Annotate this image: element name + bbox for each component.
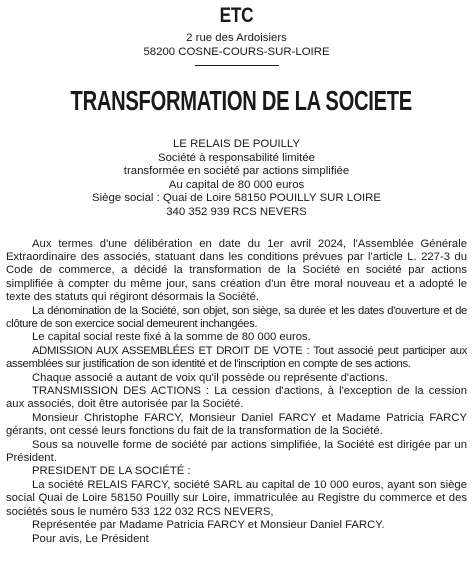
company-capital: Au capital de 80 000 euros [168,178,305,191]
issuer-address-line1: 2 rue des Ardoisiers [186,32,287,44]
notice-title: TRANSFORMATION DE LA SOCIETE [70,85,412,116]
paragraph-unchanged: La dénomination de la Société, son objet, son siège, sa durée et les dates d'ouverture et de clôture de son exercice social demeurent inchangées. [6,304,467,330]
paragraph-president-company: La société RELAIS FARCY, société SARL au capital de 10 000 euros, ayant son siège social Quai de Loire 58150 Pouilly sur Loire, immatriculée au Registre du commerce et des sociétés sous le numéro 533 122 032 RCS NEVERS, [6,478,467,518]
paragraph-signature: Pour avis, Le Président [32,532,149,545]
divider-rule [195,65,279,66]
paragraph-president-rule: Sous sa nouvelle forme de société par actions simplifiée, la Société est dirigée par un Président. [6,438,467,465]
company-seat: Siège social : Quai de Loire 58150 POUILLY SUR LOIRE [92,192,381,205]
issuer-address-line2: 58200 COSNE-COURS-SUR-LOIRE [143,46,330,58]
paragraph-admission: ADMISSION AUX ASSEMBLÉES ET DROIT DE VOTE : Tout associé peut participer aux assemblées sur justification de son identité et de l'inscription en compte de ses actions. [6,344,467,371]
paragraph-managers: Monsieur Christophe FARCY, Monsieur Daniel FARCY et Madame Patricia FARCY gérants, ont cessé leurs fonctions du fait de la transformation de la Société. [6,411,467,438]
company-block [6,138,467,220]
company-form: Société à responsabilité limitée [157,151,316,164]
issuer-name: ETC [219,4,254,27]
paragraph-capital: Le capital social reste fixé à la somme de 80 000 euros. [32,331,311,344]
paragraph-president-heading: PRESIDENT DE LA SOCIÉTÉ : [32,465,191,478]
company-name: LE RELAIS DE POUILLY [172,138,301,150]
paragraph-represented: Représentée par Madame Patricia FARCY et Monsieur Daniel FARCY. [32,519,385,532]
paragraph-transmission: TRANSMISSION DES ACTIONS : La cession d'actions, à l'exception de la cession aux associés, doit être autorisée par la Société. [6,385,467,411]
company-transformed: transformée en société par actions simplifiée [123,165,350,178]
paragraph-deliberation: Aux termes d'une délibération en date du 1er avril 2024, l'Assemblée Générale Extraordinaire des associés, statuant dans les conditions prévues par l'article L. 227-3 du Code de commerce, a décidé la transformation de la Société en société par actions simplifiée à compter du même jour, sans création d'un être moral nouveau et a adopté le texte des statuts qui régiront désormais la Société. [6,237,467,304]
company-rcs: 340 352 939 RCS NEVERS [166,205,307,218]
paragraph-voting: Chaque associé a autant de voix qu'il possède ou représente d'actions. [32,371,389,384]
notice-body [6,238,467,546]
issuer-address [6,31,467,59]
